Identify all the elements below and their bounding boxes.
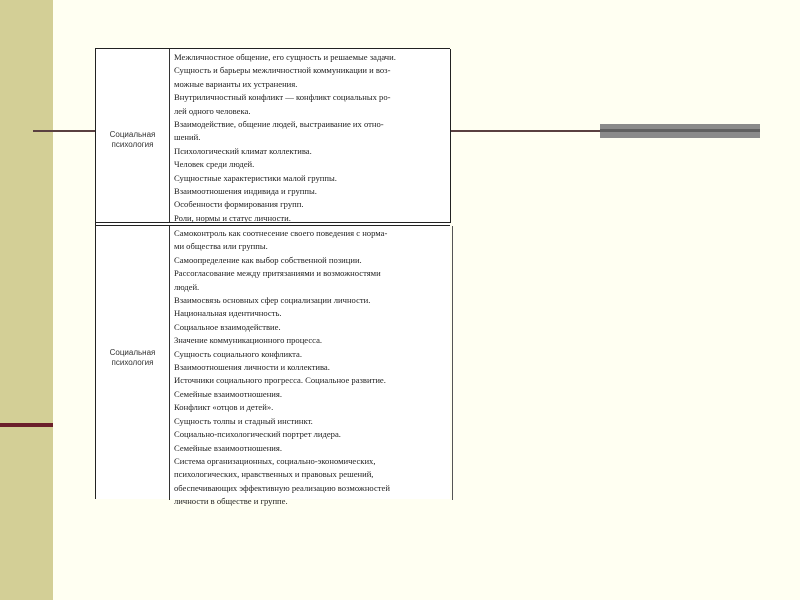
topic-line: Источники социального прогресса. Социальное развитие. — [174, 375, 386, 386]
topic-line: Межличностное общение, его сущность и решаемые задачи. — [174, 52, 396, 62]
topic-line: ми общества или группы. — [174, 241, 268, 252]
topic-line: лей одного человека. — [174, 105, 251, 116]
topic-line: Самоопределение как выбор собственной позиции. — [174, 254, 362, 265]
table-row — [96, 49, 451, 223]
decorative-side-mark — [0, 423, 53, 427]
topic-line: Конфликт «отцов и детей». — [174, 402, 274, 413]
topic-line: Психологический климат коллектива. — [174, 145, 312, 156]
topic-line: Сущность толпы и стадный инстинкт. — [174, 415, 313, 426]
decorative-side-bar — [0, 0, 53, 600]
topic-line: Сущностные характеристики малой группы. — [174, 172, 337, 183]
topic-line: Национальная идентичность. — [174, 308, 282, 319]
subject-cell: Социальная психология — [109, 130, 156, 149]
topic-line: психологических, нравственных и правовых решений, — [174, 469, 374, 480]
topic-line: людей. — [174, 281, 200, 292]
topic-line: Социальное взаимодействие. — [174, 321, 281, 332]
column-divider — [169, 49, 170, 222]
topic-line: Взаимодействие, общение людей, выстраивание их отно- — [174, 119, 384, 130]
topic-line: можные варианты их устранения. — [174, 78, 298, 89]
topic-line: Роли, нормы и статус личности. — [174, 212, 291, 223]
topic-line: шений. — [174, 132, 201, 143]
topic-line: Система организационных, социально-экономических, — [174, 455, 376, 466]
topic-line: личности в обществе и группе. — [174, 496, 288, 507]
topic-line: Семейные взаимоотношения. — [174, 442, 283, 453]
table-row — [96, 225, 450, 507]
topic-line: Социально-психологический портрет лидера. — [174, 429, 341, 440]
column-divider — [169, 226, 170, 500]
topic-line: Особенности формирования групп. — [174, 199, 304, 210]
topic-line: Самоконтроль как соотнесение своего поведения с норма- — [174, 228, 388, 238]
topic-line: обеспечивающих эффективную реализацию возможностей — [174, 482, 390, 493]
decorative-rule-right — [447, 130, 600, 132]
scanned-table — [95, 48, 450, 507]
decorative-rule-left — [33, 130, 95, 132]
topic-line: Сущность и барьеры межличностной коммуникации и воз- — [174, 65, 391, 76]
topic-line: Взаимоотношения индивида и группы. — [174, 186, 317, 197]
topics-cell — [174, 51, 448, 225]
topic-line: Семейные взаимоотношения. — [174, 388, 283, 399]
topic-line: Значение коммуникационного процесса. — [174, 335, 323, 346]
topic-line: Человек среди людей. — [174, 159, 255, 170]
topics-cell — [174, 227, 448, 509]
decorative-rule-block — [600, 124, 760, 138]
topic-line: Сущность социального конфликта. — [174, 348, 302, 359]
topic-line: Рассогласование между притязаниями и возможностями — [174, 268, 381, 279]
topic-line: Внутриличностный конфликт — конфликт социальных ро- — [174, 92, 391, 103]
subject-cell: Социальная психология — [109, 348, 156, 367]
topic-line: Взаимосвязь основных сфер социализации личности. — [174, 295, 371, 306]
topic-line: Взаимоотношения личности и коллектива. — [174, 362, 330, 373]
